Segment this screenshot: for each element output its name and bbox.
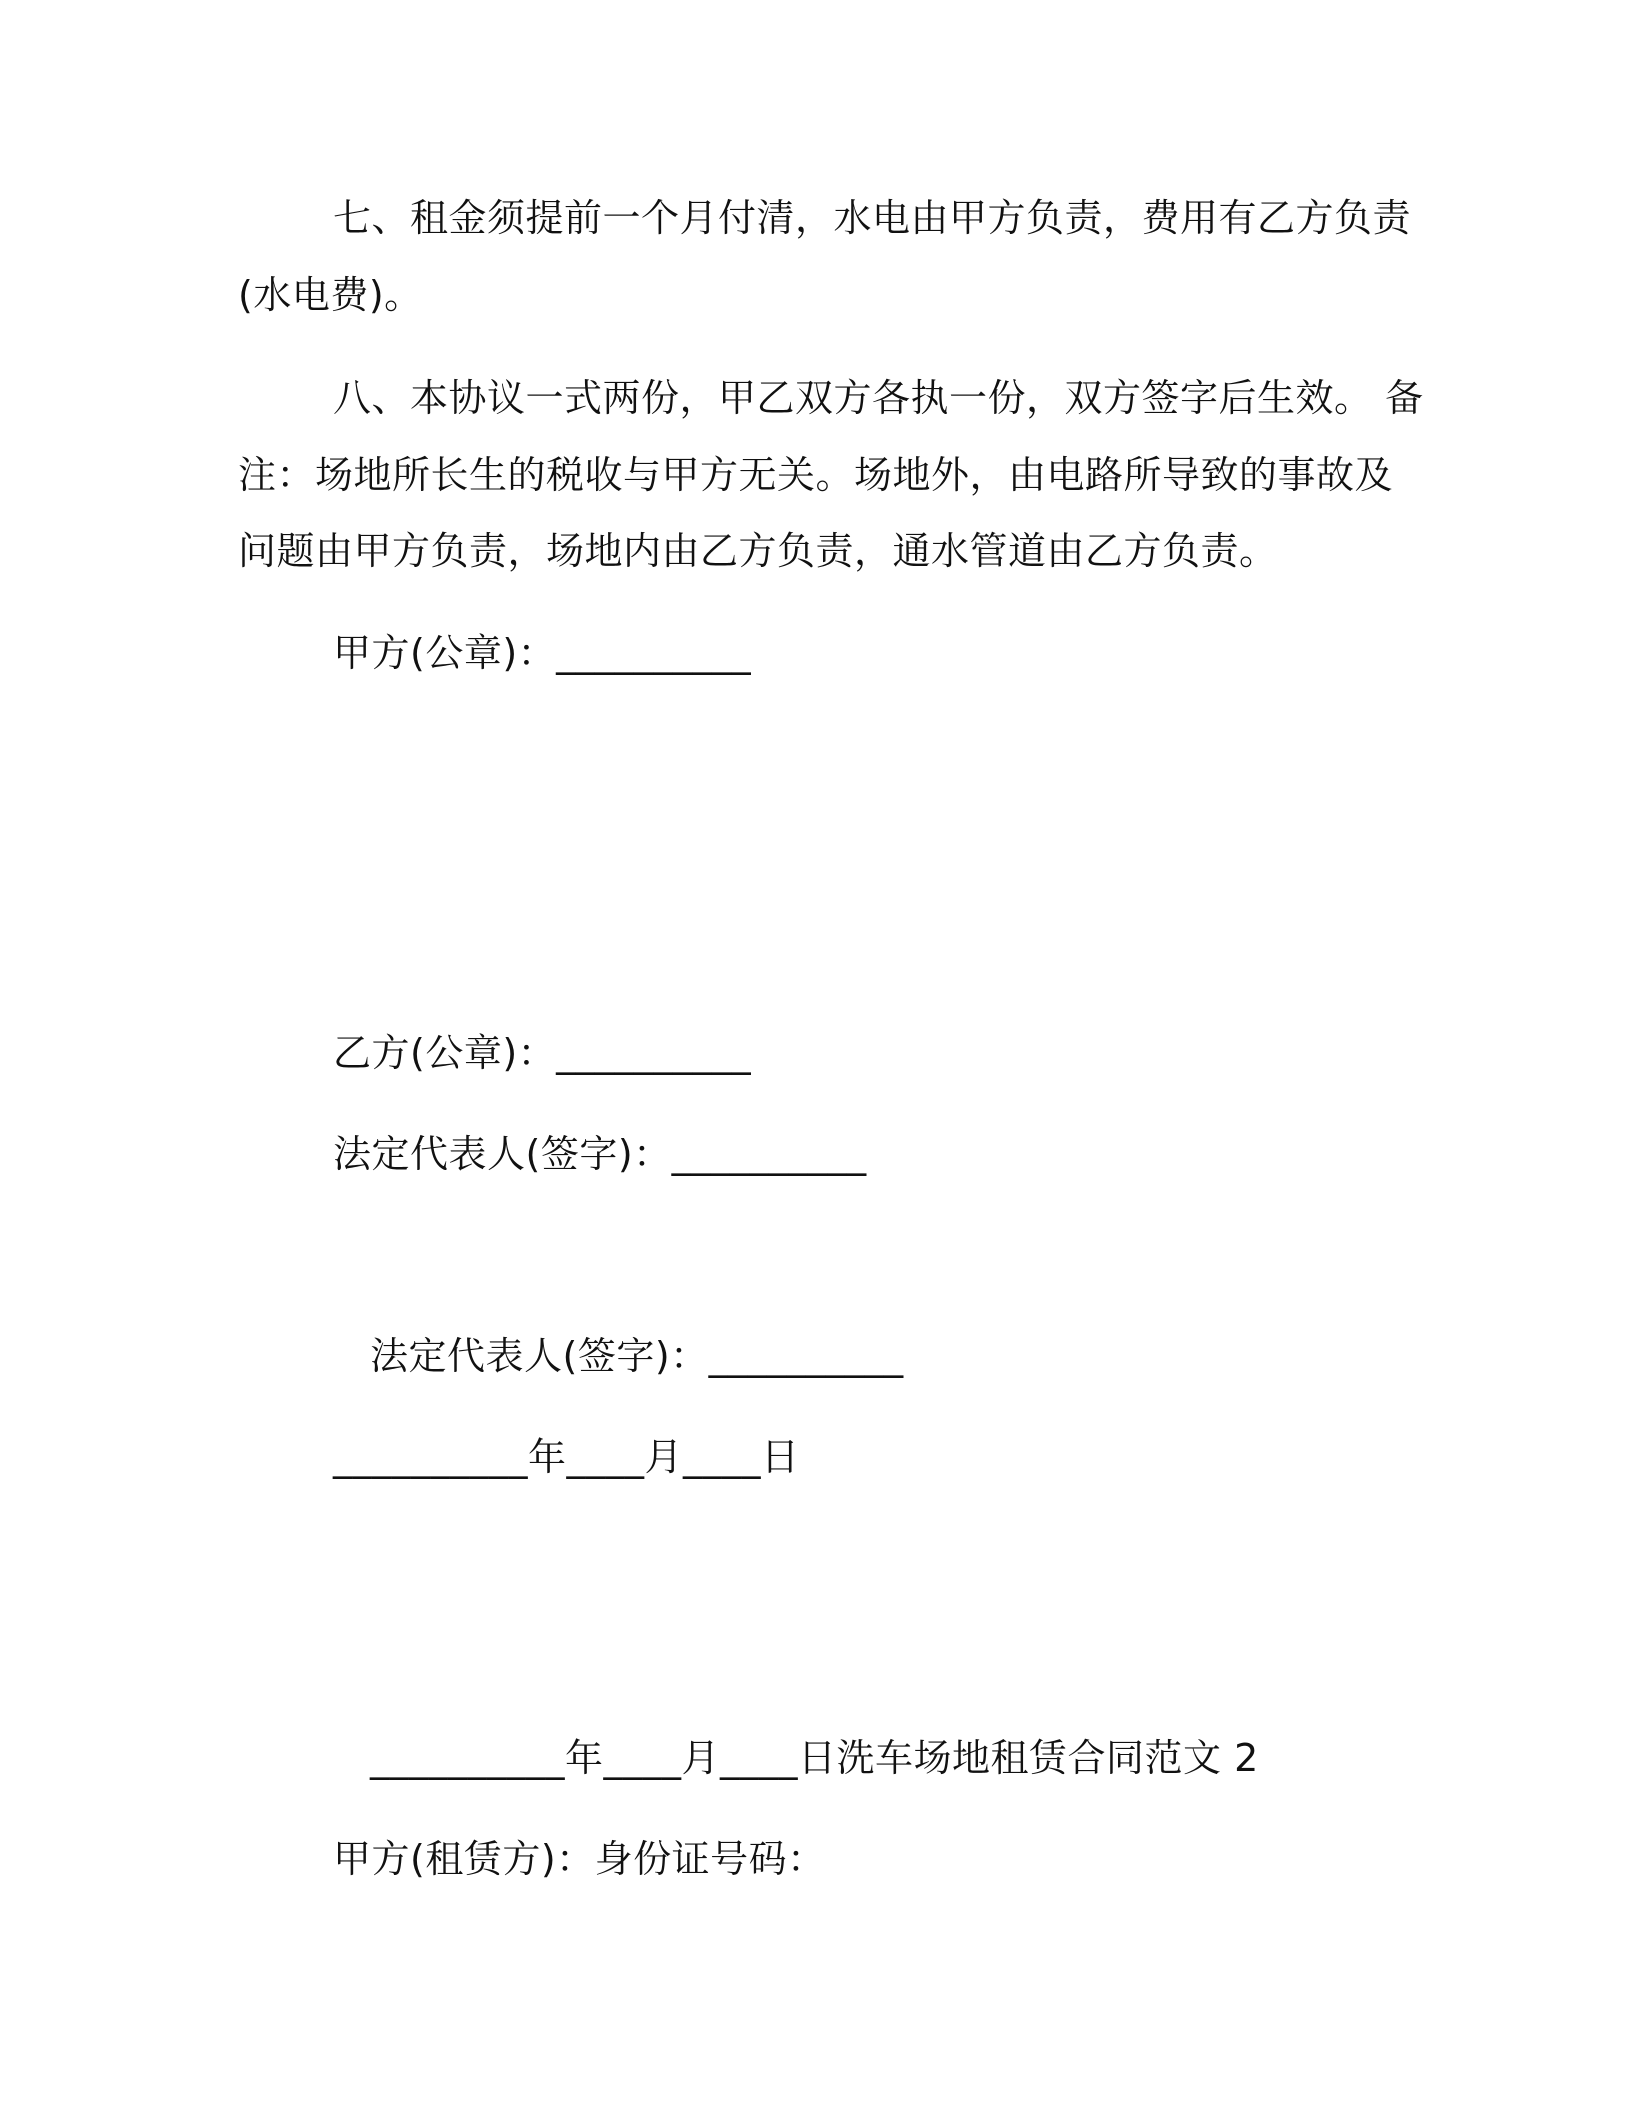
clause-8-line-3: 问题由甲方负责，场地内由乙方负责，通水管道由乙方负责。 <box>238 529 1278 573</box>
section-2-title: __________年____月____日洗车场地租赁合同范文 2 <box>370 1736 1259 1780</box>
party-a-lessor-line: 甲方(租赁方)：身份证号码： <box>333 1837 826 1881</box>
party-b-seal-line: 乙方(公章)：__________ <box>333 1031 752 1075</box>
clause-8-line-1: 八、本协议一式两份，甲乙双方各执一份，双方签字后生效。 备 <box>333 376 1424 420</box>
clause-7-line-1: 七、租金须提前一个月付清，水电由甲方负责，费用有乙方负责 <box>333 196 1412 240</box>
clause-7-line-2: (水电费)。 <box>238 273 423 317</box>
legal-rep-line-2: 法定代表人(签字)：__________ <box>370 1334 904 1378</box>
legal-rep-line-1: 法定代表人(签字)：__________ <box>333 1132 867 1176</box>
party-a-seal-line: 甲方(公章)：__________ <box>333 631 752 675</box>
clause-8-line-2: 注：场地所长生的税收与甲方无关。场地外，由电路所导致的事故及 <box>238 453 1394 497</box>
date-line: __________年____月____日 <box>333 1435 800 1479</box>
